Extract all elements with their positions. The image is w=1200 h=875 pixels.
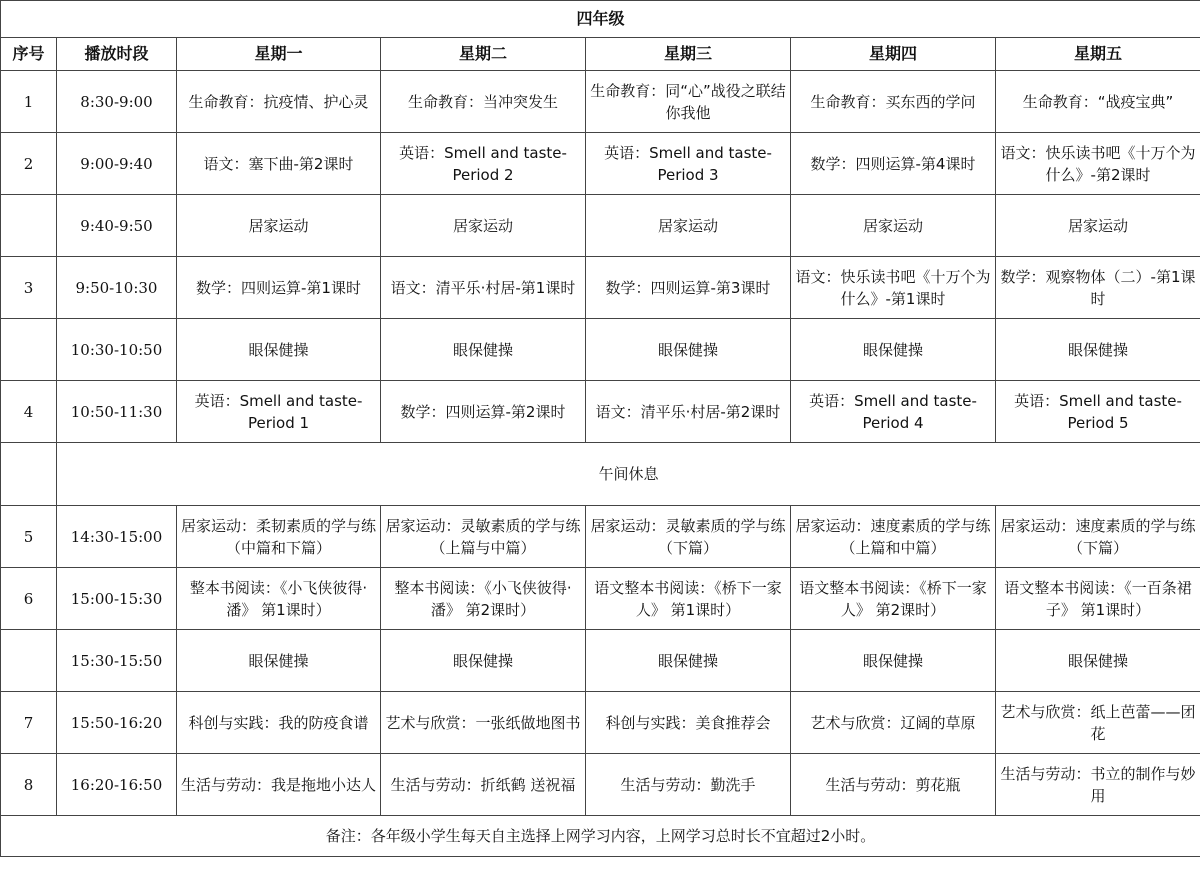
note-text: 备注：各年级小学生每天自主选择上网学习内容，上网学习总时长不宜超过2小时。 bbox=[1, 816, 1200, 857]
note-row bbox=[1, 816, 1200, 857]
lesson-cell: 眼保健操 bbox=[586, 630, 791, 692]
lesson-cell: 语文：清平乐·村居-第2课时 bbox=[586, 381, 791, 443]
lesson-cell: 眼保健操 bbox=[177, 319, 381, 381]
time-slot: 14:30-15:00 bbox=[57, 506, 177, 568]
time-slot: 9:50-10:30 bbox=[57, 257, 177, 319]
time-slot: 9:40-9:50 bbox=[57, 195, 177, 257]
lesson-cell: 居家运动：灵敏素质的学与练（下篇） bbox=[586, 506, 791, 568]
table-row bbox=[1, 133, 1200, 195]
lesson-cell: 生命教育：“战疫宝典” bbox=[996, 71, 1200, 133]
header-cell: 星期四 bbox=[791, 38, 996, 71]
time-slot: 16:20-16:50 bbox=[57, 754, 177, 816]
time-slot: 8:30-9:00 bbox=[57, 71, 177, 133]
row-number: 3 bbox=[1, 257, 57, 319]
lesson-cell: 语文：快乐读书吧《十万个为什么》-第1课时 bbox=[791, 257, 996, 319]
row-number bbox=[1, 630, 57, 692]
lesson-cell: 整本书阅读：《小飞侠彼得·潘》 第1课时） bbox=[177, 568, 381, 630]
lesson-cell: 数学：四则运算-第2课时 bbox=[381, 381, 586, 443]
lesson-cell: 生活与劳动：我是拖地小达人 bbox=[177, 754, 381, 816]
lesson-cell: 生命教育：买东西的学问 bbox=[791, 71, 996, 133]
lesson-cell: 科创与实践：美食推荐会 bbox=[586, 692, 791, 754]
table-row bbox=[1, 257, 1200, 319]
lesson-cell: 居家运动 bbox=[177, 195, 381, 257]
row-number: 4 bbox=[1, 381, 57, 443]
table-row bbox=[1, 195, 1200, 257]
lesson-cell: 眼保健操 bbox=[177, 630, 381, 692]
time-slot: 10:50-11:30 bbox=[57, 381, 177, 443]
lesson-cell: 英语：Smell and taste-Period 1 bbox=[177, 381, 381, 443]
empty-cell bbox=[1, 443, 57, 506]
row-number: 6 bbox=[1, 568, 57, 630]
lesson-cell: 数学：四则运算-第3课时 bbox=[586, 257, 791, 319]
lunch-row bbox=[1, 443, 1200, 506]
lesson-cell: 居家运动 bbox=[381, 195, 586, 257]
row-number: 7 bbox=[1, 692, 57, 754]
lesson-cell: 生活与劳动：折纸鹤 送祝福 bbox=[381, 754, 586, 816]
lesson-cell: 语文：塞下曲-第2课时 bbox=[177, 133, 381, 195]
lesson-cell: 眼保健操 bbox=[586, 319, 791, 381]
lesson-cell: 生活与劳动：书立的制作与妙用 bbox=[996, 754, 1200, 816]
lesson-cell: 眼保健操 bbox=[996, 630, 1200, 692]
header-row bbox=[1, 38, 1200, 71]
lesson-cell: 英语：Smell and taste-Period 3 bbox=[586, 133, 791, 195]
table-row bbox=[1, 630, 1200, 692]
lesson-cell: 数学：四则运算-第1课时 bbox=[177, 257, 381, 319]
lesson-cell: 英语：Smell and taste-Period 4 bbox=[791, 381, 996, 443]
row-number: 1 bbox=[1, 71, 57, 133]
lesson-cell: 科创与实践：我的防疫食谱 bbox=[177, 692, 381, 754]
lesson-cell: 艺术与欣赏：辽阔的草原 bbox=[791, 692, 996, 754]
header-cell: 星期五 bbox=[996, 38, 1200, 71]
lesson-cell: 艺术与欣赏：一张纸做地图书 bbox=[381, 692, 586, 754]
lesson-cell: 生命教育：同“心”战役之联结你我他 bbox=[586, 71, 791, 133]
lesson-cell: 语文：清平乐·村居-第1课时 bbox=[381, 257, 586, 319]
lesson-cell: 居家运动：速度素质的学与练（上篇和中篇） bbox=[791, 506, 996, 568]
lesson-cell: 居家运动 bbox=[996, 195, 1200, 257]
header-cell: 星期二 bbox=[381, 38, 586, 71]
lesson-cell: 英语：Smell and taste-Period 5 bbox=[996, 381, 1200, 443]
lesson-cell: 眼保健操 bbox=[791, 630, 996, 692]
lesson-cell: 眼保健操 bbox=[996, 319, 1200, 381]
time-slot: 9:00-9:40 bbox=[57, 133, 177, 195]
lesson-cell: 英语：Smell and taste-Period 2 bbox=[381, 133, 586, 195]
header-cell: 播放时段 bbox=[57, 38, 177, 71]
time-slot: 15:50-16:20 bbox=[57, 692, 177, 754]
time-slot: 10:30-10:50 bbox=[57, 319, 177, 381]
lesson-cell: 生活与劳动：剪花瓶 bbox=[791, 754, 996, 816]
table-title: 四年级 bbox=[1, 1, 1200, 38]
table-row bbox=[1, 71, 1200, 133]
header-cell: 星期一 bbox=[177, 38, 381, 71]
lesson-cell: 数学：观察物体（二）-第1课时 bbox=[996, 257, 1200, 319]
lesson-cell: 艺术与欣赏：纸上芭蕾——团花 bbox=[996, 692, 1200, 754]
header-cell: 序号 bbox=[1, 38, 57, 71]
lesson-cell: 居家运动 bbox=[791, 195, 996, 257]
lesson-cell: 眼保健操 bbox=[381, 630, 586, 692]
lunch-break-label: 午间休息 bbox=[57, 443, 1200, 506]
table-row bbox=[1, 506, 1200, 568]
lesson-cell: 居家运动 bbox=[586, 195, 791, 257]
table-row bbox=[1, 692, 1200, 754]
time-slot: 15:00-15:30 bbox=[57, 568, 177, 630]
lesson-cell: 语文：快乐读书吧《十万个为什么》-第2课时 bbox=[996, 133, 1200, 195]
row-number bbox=[1, 319, 57, 381]
lesson-cell: 整本书阅读：《小飞侠彼得·潘》 第2课时） bbox=[381, 568, 586, 630]
lesson-cell: 居家运动：速度素质的学与练（下篇） bbox=[996, 506, 1200, 568]
header-cell: 星期三 bbox=[586, 38, 791, 71]
lesson-cell: 生命教育：抗疫情、护心灵 bbox=[177, 71, 381, 133]
lesson-cell: 眼保健操 bbox=[381, 319, 586, 381]
lesson-cell: 语文整本书阅读：《桥下一家人》 第2课时） bbox=[791, 568, 996, 630]
row-number bbox=[1, 195, 57, 257]
lesson-cell: 语文整本书阅读：《一百条裙子》 第1课时） bbox=[996, 568, 1200, 630]
lesson-cell: 数学：四则运算-第4课时 bbox=[791, 133, 996, 195]
table-row bbox=[1, 319, 1200, 381]
row-number: 8 bbox=[1, 754, 57, 816]
row-number: 5 bbox=[1, 506, 57, 568]
lesson-cell: 语文整本书阅读：《桥下一家人》 第1课时） bbox=[586, 568, 791, 630]
time-slot: 15:30-15:50 bbox=[57, 630, 177, 692]
table-row bbox=[1, 754, 1200, 816]
table-row bbox=[1, 568, 1200, 630]
lesson-cell: 居家运动：灵敏素质的学与练（上篇与中篇） bbox=[381, 506, 586, 568]
row-number: 2 bbox=[1, 133, 57, 195]
lesson-cell: 眼保健操 bbox=[791, 319, 996, 381]
lesson-cell: 生命教育：当冲突发生 bbox=[381, 71, 586, 133]
lesson-cell: 生活与劳动：勤洗手 bbox=[586, 754, 791, 816]
table-row bbox=[1, 381, 1200, 443]
lesson-cell: 居家运动：柔韧素质的学与练（中篇和下篇） bbox=[177, 506, 381, 568]
